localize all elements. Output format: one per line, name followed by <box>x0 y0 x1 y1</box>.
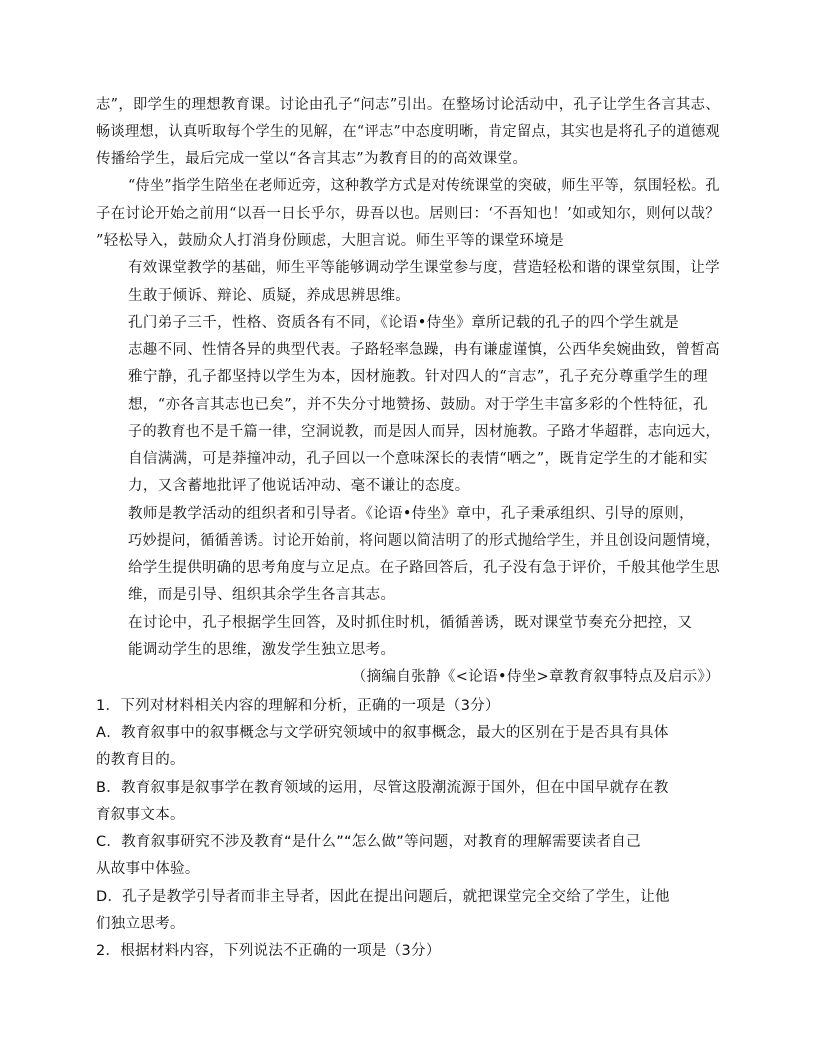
question-1-option-a: A．教育叙事中的叙事概念与文学研究领域中的叙事概念，最大的区别在于是否具有具体 <box>96 725 669 741</box>
passage-line: 想，“亦各言其志也已矣”，并不失分寸地赞扬、鼓励。对于学生丰富多彩的个性特征，孔 <box>128 397 708 413</box>
passage-line: 志”，即学生的理想教育课。讨论由孔子“问志”引出。在整场讨论活动中，孔子让学生各言其志、 <box>96 97 720 113</box>
question-1-option-a-cont: 的教育目的。 <box>96 752 185 768</box>
passage-line: “侍坐”指学生陪坐在老师近旁，这种教学方式是对传统课堂的突破，师生平等，氛围轻松。孔 <box>128 178 720 194</box>
question-1-option-c-cont: 从故事中体验。 <box>96 861 200 877</box>
passage-line: 传播给学生，最后完成一堂以“各言其志”为教育目的的高效课堂。 <box>96 151 528 167</box>
question-2-stem: 2．根据材料内容，下列说法不正确的一项是（3分） <box>96 943 441 959</box>
question-1-option-b-cont: 育叙事文本。 <box>96 807 185 823</box>
passage-line: 能调动学生的思维，激发学生独立思考。 <box>128 642 396 658</box>
question-1-stem: 1．下列对材料相关内容的理解和分析，正确的一项是（3分） <box>96 698 500 714</box>
passage-line: 巧妙提问，循循善诱。讨论开始前，将问题以简洁明了的形式抛给学生，并且创设问题情境， <box>128 533 720 549</box>
passage-line: ”轻松导入，鼓励众人打消身份顾虑，大胆言说。师生平等的课堂环境是 <box>96 233 565 249</box>
passage-line: 力，又含蓄地批评了他说话冲动、毫不谦让的态度。 <box>128 478 470 494</box>
source-citation: （摘编自张静《<论语•侍坐>章教育叙事特点及启示》） <box>351 669 720 685</box>
passage-line: 维，而是引导、组织其余学生各言其志。 <box>128 587 396 603</box>
question-1-option-d: D．孔子是教学引导者而非主导者，因此在提出问题后，就把课堂完全交给了学生，让他 <box>96 889 670 905</box>
passage-line: 自信满满，可是莽撞冲动，孔子回以一个意味深长的表情“哂之”，既肯定学生的才能和实 <box>128 451 708 467</box>
passage-line: 畅谈理想，认真听取每个学生的见解，在“评志”中态度明晰，肯定留点，其实也是将孔子的道德观 <box>96 124 721 140</box>
passage-line: 子的教育也不是千篇一律，空洞说教，而是因人而异，因材施教。子路才华超群，志向远大， <box>128 424 720 440</box>
passage-line: 生敢于倾诉、辩论、质疑，养成思辨思维。 <box>128 288 411 304</box>
passage-line: 给学生提供明确的思考角度与立足点。在子路回答后，孔子没有急于评价，千般其他学生思 <box>128 560 720 576</box>
passage-line: 志趣不同、性情各异的典型代表。子路轻率急躁，冉有谦虚谨慎，公西华矣婉曲致，曾皙高 <box>128 342 720 358</box>
passage-line: 雅宁静，孔子都坚持以学生为本，因材施教。针对四人的“言志”，孔子充分尊重学生的理 <box>128 369 708 385</box>
passage-line: 有效课堂教学的基础，师生平等能够调动学生课堂参与度，营造轻松和谐的课堂氛围，让学 <box>128 260 720 276</box>
question-1-option-b: B．教育叙事是叙事学在教育领域的运用，尽管这股潮流源于国外，但在中国早就存在教 <box>96 780 669 796</box>
passage-line: 在讨论中，孔子根据学生回答，及时抓住时机，循循善诱，既对课堂节奏充分把控，又 <box>128 615 693 631</box>
passage-line: 子在讨论开始之前用“以吾一日长乎尔，毋吾以也。居则曰：‘不吾知也！’如或知尔，则何以哉？ <box>96 206 721 222</box>
passage-line: 孔门弟子三千，性格、资质各有不同，《论语•侍坐》章所记载的孔子的四个学生就是 <box>128 315 680 331</box>
question-1-option-d-cont: 们独立思考。 <box>96 916 185 932</box>
question-1-option-c: C．教育叙事研究不涉及教育“是什么”“怎么做”等问题，对教育的理解需要读者自己 <box>96 834 641 850</box>
passage-line: 教师是教学活动的组织者和引导者。《论语•侍坐》章中，孔子秉承组织、引导的原则， <box>128 506 694 522</box>
